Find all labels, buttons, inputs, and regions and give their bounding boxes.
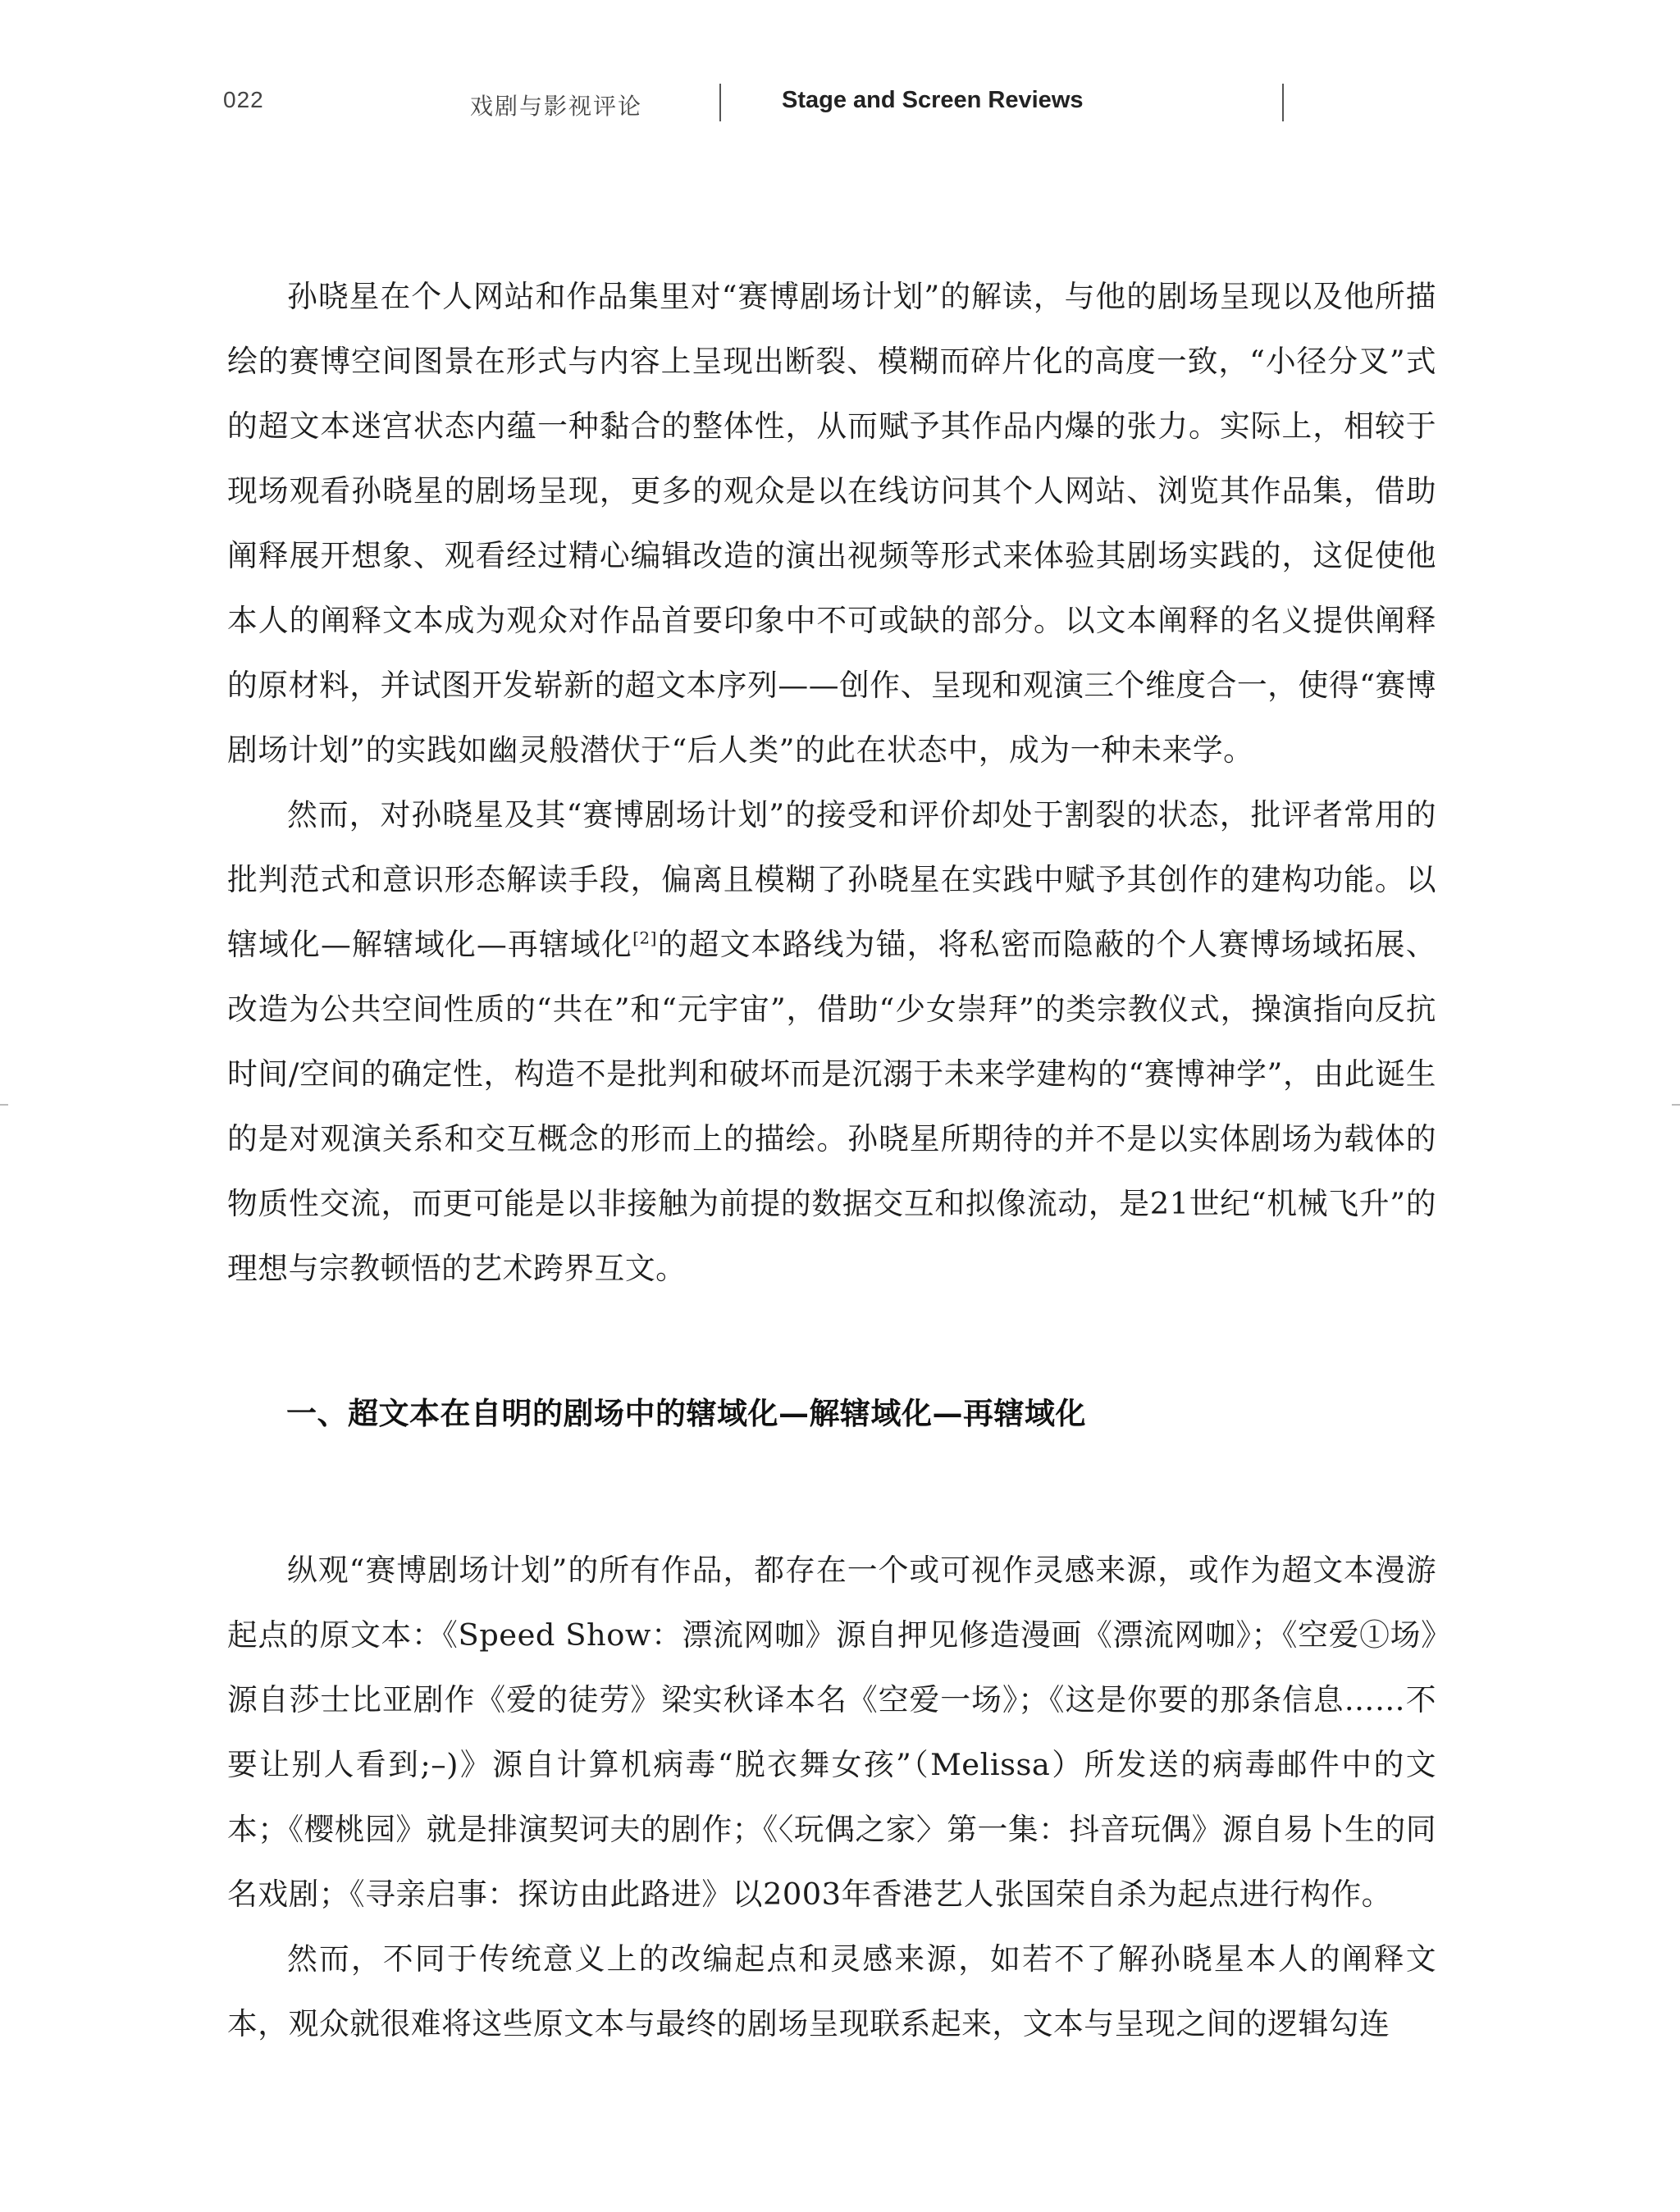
crop-mark (1672, 1104, 1680, 1106)
paragraph (227, 1927, 1436, 2056)
paragraph-text: 然而，不同于传统意义上的改编起点和灵感来源，如若不了解孙晓星本人的阐释文本，观众就很难将这些原文本与最终的剧场呈现联系起来，文本与呈现之间的逻辑勾连 (227, 1941, 1436, 2041)
paragraph-text: 然而，对孙晓星及其“赛博剧场计划”的接受和评价却处于割裂的状态，批评者常用的批判范式和意识形态解读手段，偏离且模糊了孙晓星在实践中赋予其创作的建构功能。以辖域化—解辖域化—再辖域化 (227, 797, 1436, 962)
crop-mark (0, 1104, 8, 1106)
paragraph (227, 782, 1436, 1301)
section-body (227, 1538, 1436, 2056)
running-header (0, 0, 1680, 131)
header-divider (719, 84, 721, 121)
paragraph-text: 孙晓星在个人网站和作品集里对“赛博剧场计划”的解读，与他的剧场呈现以及他所描绘的赛博空间图景在形式与内容上呈现出断裂、模糊而碎片化的高度一致，“小径分叉”式的超文本迷宫状态内蕴一种黏合的整体性，从而赋予其作品内爆的张力。实际上，相较于现场观看孙晓星的剧场呈现，更多的观众是以在线访问其个人网站、浏览其作品集，借助阐释展开想象、观看经过精心编辑改造的演出视频等形式来体验其剧场实践的，这促使他本人的阐释文本成为观众对作品首要印象中不可或缺的部分。以文本阐释的名义提供阐释的原材料，并试图开发崭新的超文本序列——创作、呈现和观演三个维度合一，使得“赛博剧场计划”的实践如幽灵般潜伏于“后人类”的此在状态中，成为一种未来学。 (227, 279, 1436, 768)
header-divider (1282, 84, 1284, 121)
journal-title-chinese: 戏剧与影视评论 (470, 93, 643, 120)
paragraph (227, 264, 1436, 782)
paragraph-text: 纵观“赛博剧场计划”的所有作品，都存在一个或可视作灵感来源，或作为超文本漫游起点的原文本：《Speed Show：漂流网咖》源自押见修造漫画《漂流网咖》；《空爱①场》源自莎士比亚剧作《爱的徒劳》梁实秋译本名《空爱一场》；《这是你要的那条信息……不要让别人看到;–)》源自计算机病毒“脱衣舞女孩”（Melissa）所发送的病毒邮件中的文本；《樱桃园》就是排演契诃夫的剧作；《〈玩偶之家〉第一集：抖音玩偶》源自易卜生的同名戏剧；《寻亲启事：探访由此路进》以2003年香港艺人张国荣自杀为起点进行构作。 (227, 1553, 1436, 1912)
paragraph-text: 的超文本路线为锚，将私密而隐蔽的个人赛博场域拓展、改造为公共空间性质的“共在”和“元宇宙”，借助“少女崇拜”的类宗教仪式，操演指向反抗时间/空间的确定性，构造不是批判和破坏而是沉溺于未来学建构的“赛博神学”，由此诞生的是对观演关系和交互概念的形而上的描绘。孙晓星所期待的并不是以实体剧场为载体的物质性交流，而更可能是以非接触为前提的数据交互和拟像流动，是21世纪“机械飞升”的理想与宗教顿悟的艺术跨界互文。 (227, 927, 1437, 1286)
paragraph (227, 1538, 1436, 1927)
journal-title-english: Stage and Screen Reviews (782, 87, 1084, 113)
section-heading: 一、超文本在自明的剧场中的辖域化—解辖域化—再辖域化 (286, 1395, 1086, 1431)
page-number: 022 (223, 87, 264, 112)
article-body (227, 264, 1436, 1301)
footnote-reference[interactable]: [2] (632, 928, 657, 948)
